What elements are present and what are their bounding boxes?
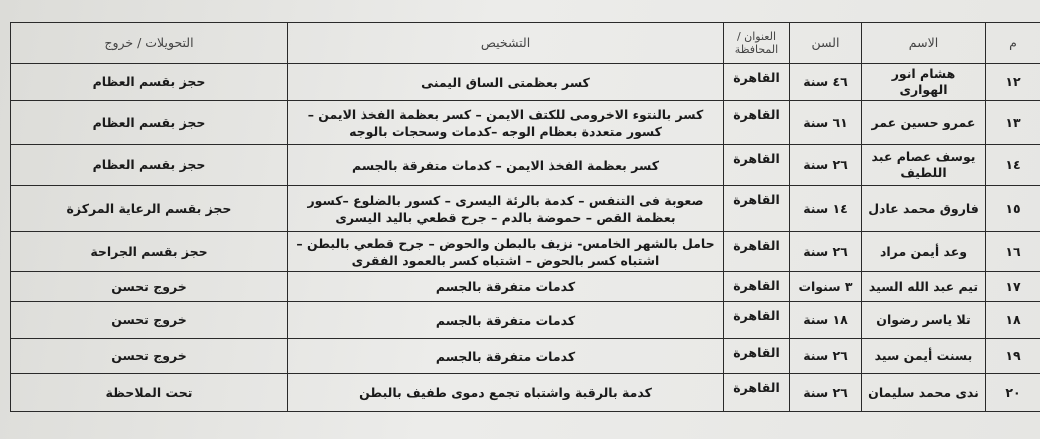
- col-header-address: العنوان / المحافظة: [724, 23, 790, 64]
- row-num: ١٣: [986, 101, 1040, 145]
- row-transfer: خروج تحسن: [11, 339, 288, 374]
- col-header-num: م: [986, 23, 1040, 64]
- row-transfer: خروج تحسن: [11, 302, 288, 339]
- table-row: [11, 302, 1040, 339]
- row-diagnosis: كدمات متفرقة بالجسم: [288, 302, 724, 339]
- table-row: [11, 101, 1040, 145]
- row-num: ١٥: [986, 186, 1040, 232]
- row-name: عمرو حسين عمر: [862, 101, 986, 145]
- row-address: القاهرة: [724, 272, 790, 302]
- row-name: تلا ياسر رضوان: [862, 302, 986, 339]
- table-row: [11, 232, 1040, 272]
- row-num: ١٦: [986, 232, 1040, 272]
- table-row: [11, 272, 1040, 302]
- row-name: تيم عبد الله السيد: [862, 272, 986, 302]
- row-diagnosis: كدمة بالرقبة واشتباه تجمع دموى طفيف بالبطن: [288, 374, 724, 412]
- table-row: [11, 186, 1040, 232]
- row-num: ١٩: [986, 339, 1040, 374]
- row-transfer: تحت الملاحظة: [11, 374, 288, 412]
- table-row: [11, 64, 1040, 101]
- col-header-name: الاسم: [862, 23, 986, 64]
- patients-table: [10, 22, 1040, 412]
- row-age: ١٤ سنة: [790, 186, 862, 232]
- row-address: القاهرة: [724, 374, 790, 412]
- row-diagnosis: كسر بالنتوء الاخرومى للكتف الايمن – كسر بعظمة الفخذ الايمن – كسور متعددة بعظام الوجه –كدمات وسحجات بالوجه: [288, 101, 724, 145]
- row-age: ٣ سنوات: [790, 272, 862, 302]
- row-age: ٢٦ سنة: [790, 145, 862, 186]
- row-num: ١٧: [986, 272, 1040, 302]
- row-num: ١٢: [986, 64, 1040, 101]
- row-num: ٢٠: [986, 374, 1040, 412]
- row-address: القاهرة: [724, 64, 790, 101]
- row-age: ٢٦ سنة: [790, 374, 862, 412]
- row-diagnosis: حامل بالشهر الخامس- نزيف بالبطن والحوض – جرح قطعي بالبطن – اشتباه كسر بالحوض – اشتباه كسر بالعمود الفقرى: [288, 232, 724, 272]
- row-age: ١٨ سنة: [790, 302, 862, 339]
- row-num: ١٤: [986, 145, 1040, 186]
- row-transfer: حجز بقسم الرعاية المركزة: [11, 186, 288, 232]
- row-address: القاهرة: [724, 145, 790, 186]
- table-row: [11, 374, 1040, 412]
- row-name: بسنت أيمن سيد: [862, 339, 986, 374]
- row-transfer: حجز بقسم الجراحة: [11, 232, 288, 272]
- row-transfer: حجز بقسم العظام: [11, 64, 288, 101]
- row-name: يوسف عصام عبد اللطيف: [862, 145, 986, 186]
- row-address: القاهرة: [724, 339, 790, 374]
- col-header-age: السن: [790, 23, 862, 64]
- table-row: [11, 339, 1040, 374]
- row-transfer: خروج تحسن: [11, 272, 288, 302]
- table-row: [11, 145, 1040, 186]
- row-diagnosis: صعوبة فى التنفس – كدمة بالرئة اليسرى – كسور بالضلوع –كسور بعظمة القص – حموضة بالدم – جرح قطعي باليد اليسرى: [288, 186, 724, 232]
- row-transfer: حجز بقسم العظام: [11, 145, 288, 186]
- row-name: وعد أيمن مراد: [862, 232, 986, 272]
- row-address: القاهرة: [724, 232, 790, 272]
- row-num: ١٨: [986, 302, 1040, 339]
- row-age: ٢٦ سنة: [790, 339, 862, 374]
- row-age: ٤٦ سنة: [790, 64, 862, 101]
- col-header-diagnosis: التشخيص: [288, 23, 724, 64]
- row-name: هشام انور الهوارى: [862, 64, 986, 101]
- row-address: القاهرة: [724, 186, 790, 232]
- row-diagnosis: كدمات متفرقة بالجسم: [288, 272, 724, 302]
- row-diagnosis: كدمات متفرقة بالجسم: [288, 339, 724, 374]
- row-age: ٦١ سنة: [790, 101, 862, 145]
- row-name: ندى محمد سليمان: [862, 374, 986, 412]
- row-address: القاهرة: [724, 302, 790, 339]
- table-header-row: [11, 23, 1040, 64]
- row-address: القاهرة: [724, 101, 790, 145]
- row-name: فاروق محمد عادل: [862, 186, 986, 232]
- row-age: ٢٦ سنة: [790, 232, 862, 272]
- col-header-transfer: التحويلات / خروج: [11, 23, 288, 64]
- row-diagnosis: كسر بعظمة الفخذ الايمن – كدمات متفرقة بالجسم: [288, 145, 724, 186]
- row-diagnosis: كسر بعظمتى الساق اليمنى: [288, 64, 724, 101]
- row-transfer: حجز بقسم العظام: [11, 101, 288, 145]
